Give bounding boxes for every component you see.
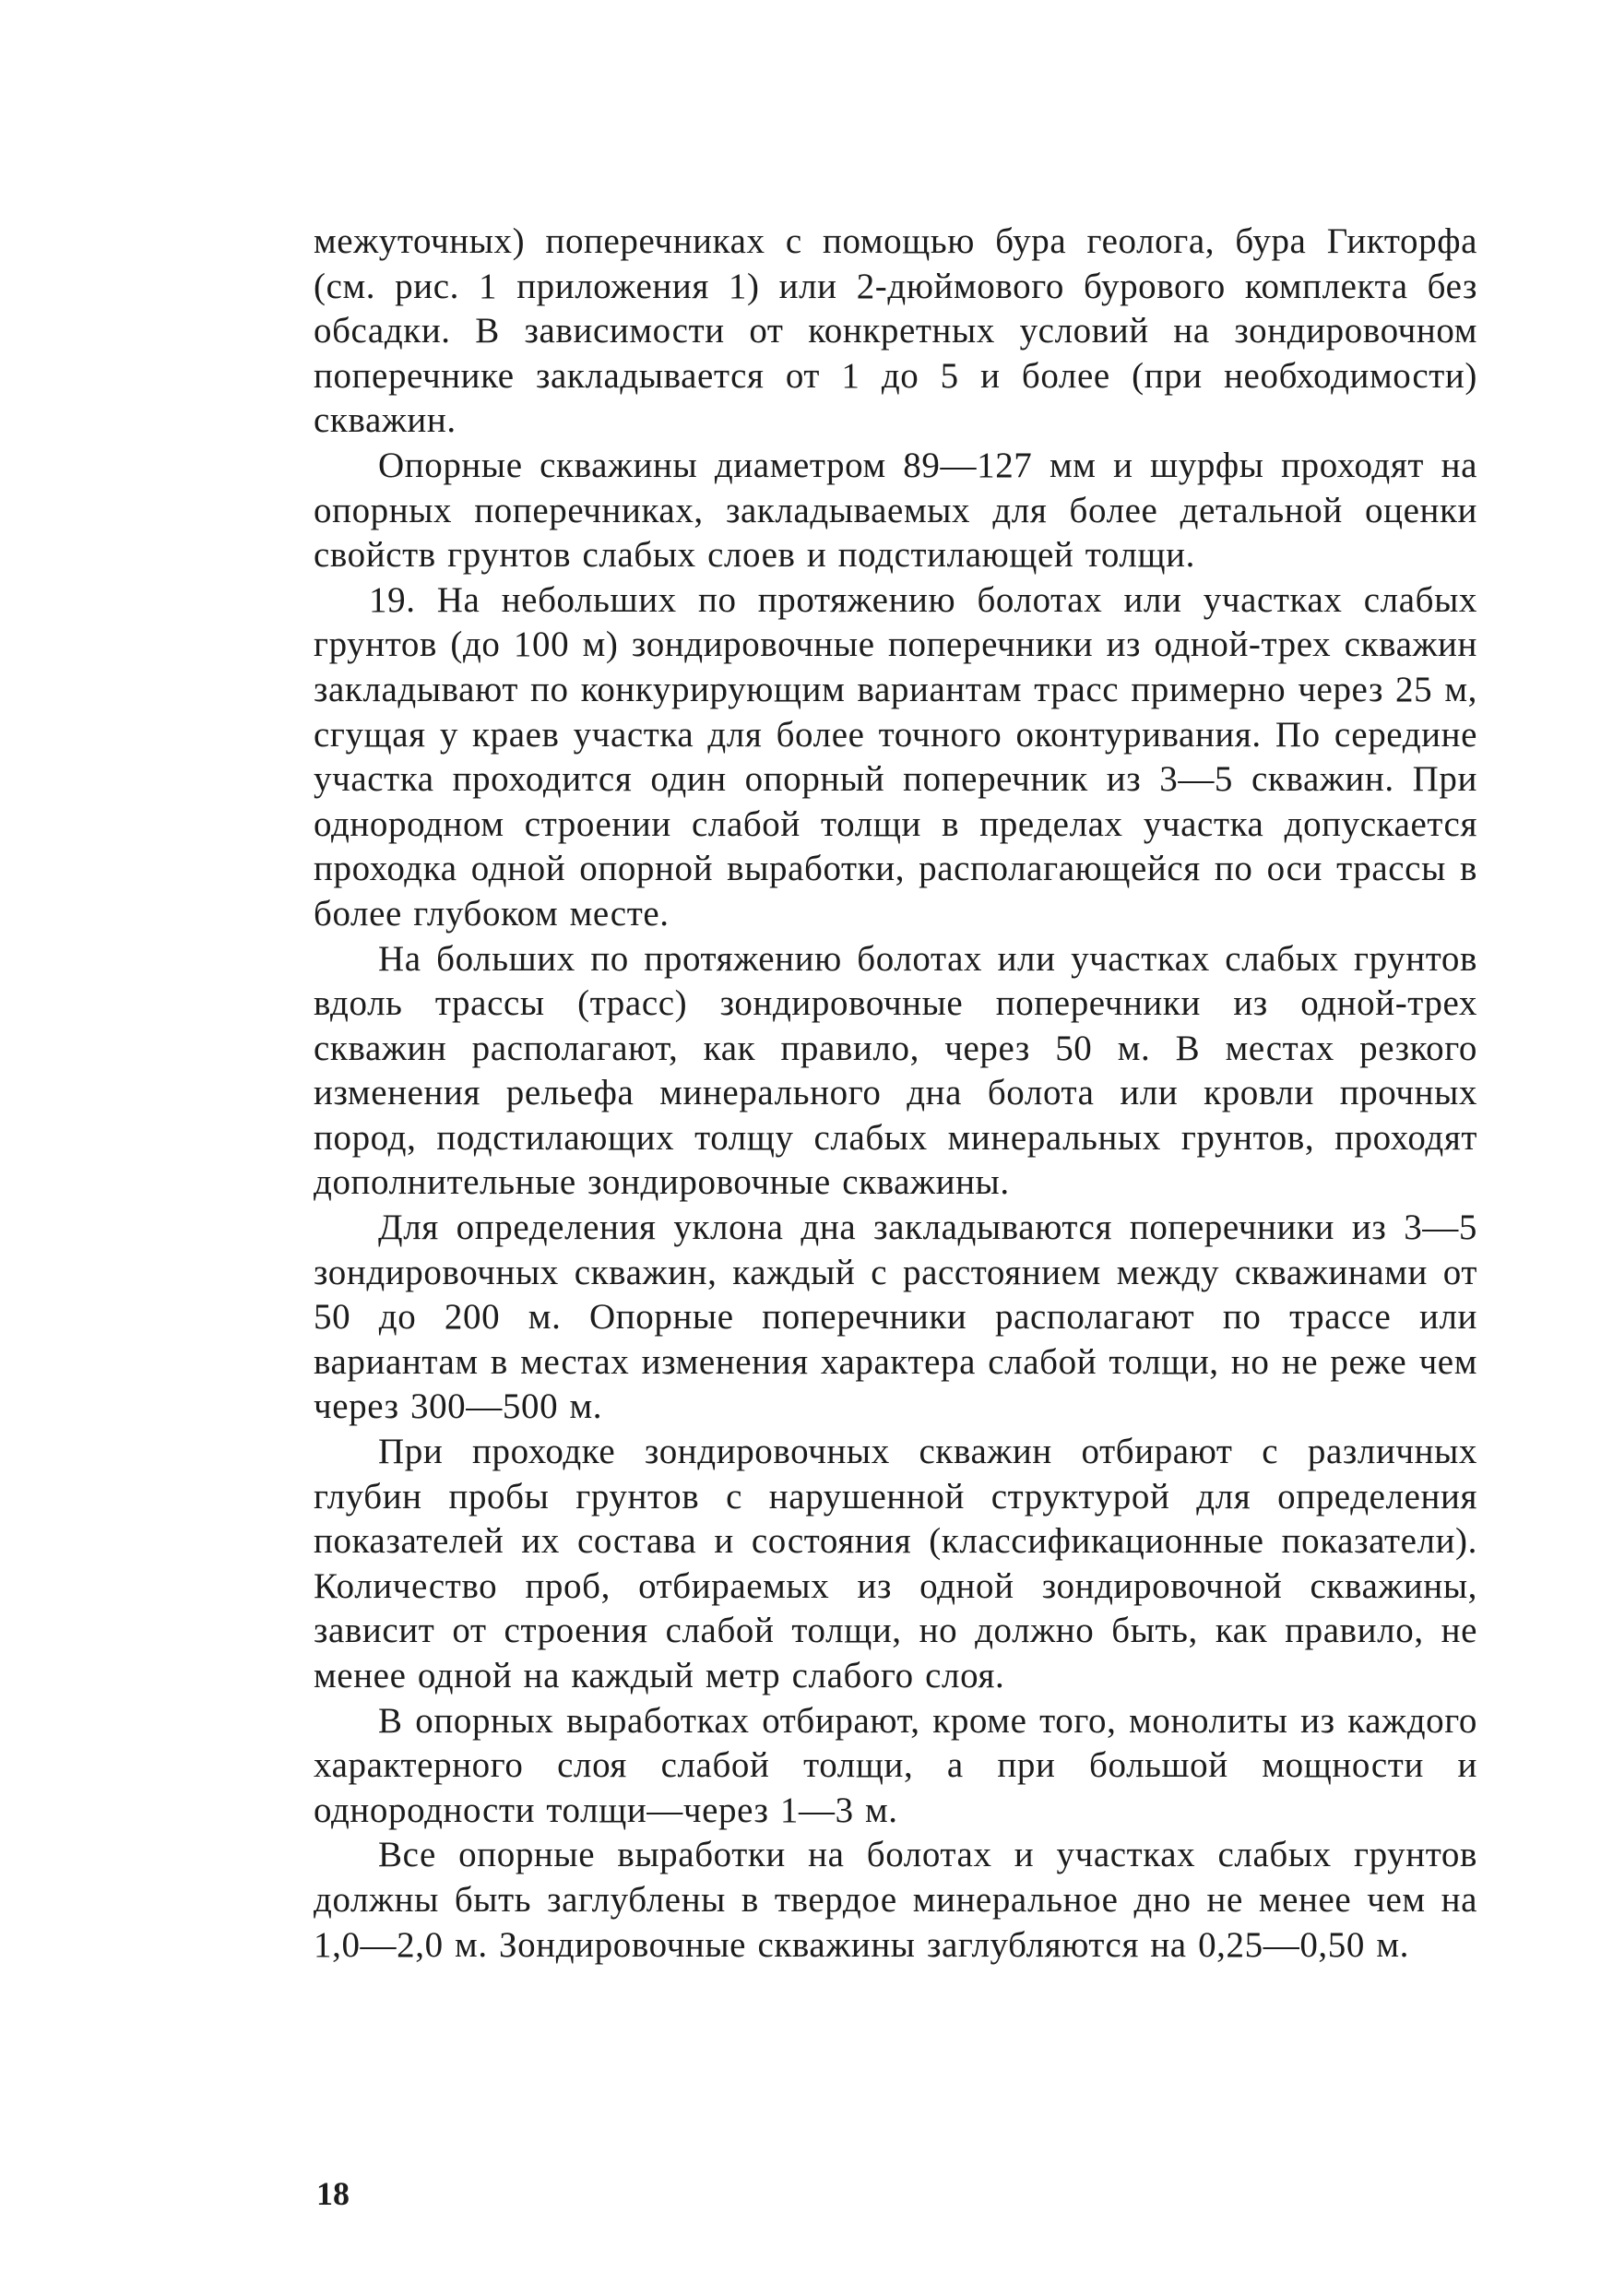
paragraph-large-bogs: На больших по протяжению болотах или участках слабых грунтов вдоль трассы (трасс) зондировочные поперечники из одной-трех скважин располагают, как правило, через 50 м. В местах резкого изменения рельефа минерального дна болота или кровли прочных пород, подстилающих толщу слабых минеральных грунтов, проходят дополнительные зондировочные скважины. — [314, 938, 1477, 1203]
paragraph-sampling: При проходке зондировочных скважин отбирают с различных глубин пробы грунтов с нарушенной структурой для определения показателей их состава и состояния (классификационные показатели). Количество проб, отбираемых из одной зондировочной скважины, зависит от строения слабой толщи, но должно быть, как правило, не менее одной на каждый метр слабого слоя. — [314, 1432, 1477, 1695]
paragraph-clause-19: 19. На небольших по протяжению болотах или участках слабых грунтов (до 100 м) зондировочные поперечники из одной-трех скважин закладывают по конкурирующим вариантам трасс примерно через 25 м, сгущая у краев участка для более точного оконтуривания. По середине участка проходится один опорный поперечник из 3—5 скважин. При однородном строении слабой толщи в пределах участка допускается проходка одной опорной выработки, располагающейся по оси трассы в более глубоком месте. — [314, 579, 1477, 934]
paragraph-slope-determination: Для определения уклона дна закладываются поперечники из 3—5 зондировочных скважин, каждый с расстоянием между скважинами от 50 до 200 м. Опорные поперечники располагают по трассе или вариантам в местах изменения характера слабой толщи, но не реже чем через 300—500 м. — [314, 1207, 1477, 1427]
paragraph-continuation: межуточных) поперечниках с помощью бура геолога, бура Гикторфа (см. рис. 1 приложения 1) или 2-дюймового бурового комплекта без обсадки. В зависимости от конкретных условий на зондировочном поперечнике закладывается от 1 до 5 и более (при необходимости) скважин. — [314, 221, 1477, 441]
paragraph-depth-requirements: Все опорные выработки на болотах и участках слабых грунтов должны быть заглублены в твердое минеральное дно не менее чем на 1,0—2,0 м. Зондировочные скважины заглубляются на 0,25—0,50 м. — [314, 1835, 1477, 1965]
page-number: 18 — [316, 2175, 350, 2212]
body-text — [314, 220, 1477, 1968]
paragraph-monoliths: В опорных выработках отбирают, кроме того, монолиты из каждого характерного слоя слабой толщи, а при большой мощности и однородности толщи—через 1—3 м. — [314, 1700, 1477, 1830]
paragraph-reference-boreholes: Опорные скважины диаметром 89—127 мм и шурфы проходят на опорных поперечниках, закладываемых для более детальной оценки свойств грунтов слабых слоев и подстилающей толщи. — [314, 445, 1477, 576]
